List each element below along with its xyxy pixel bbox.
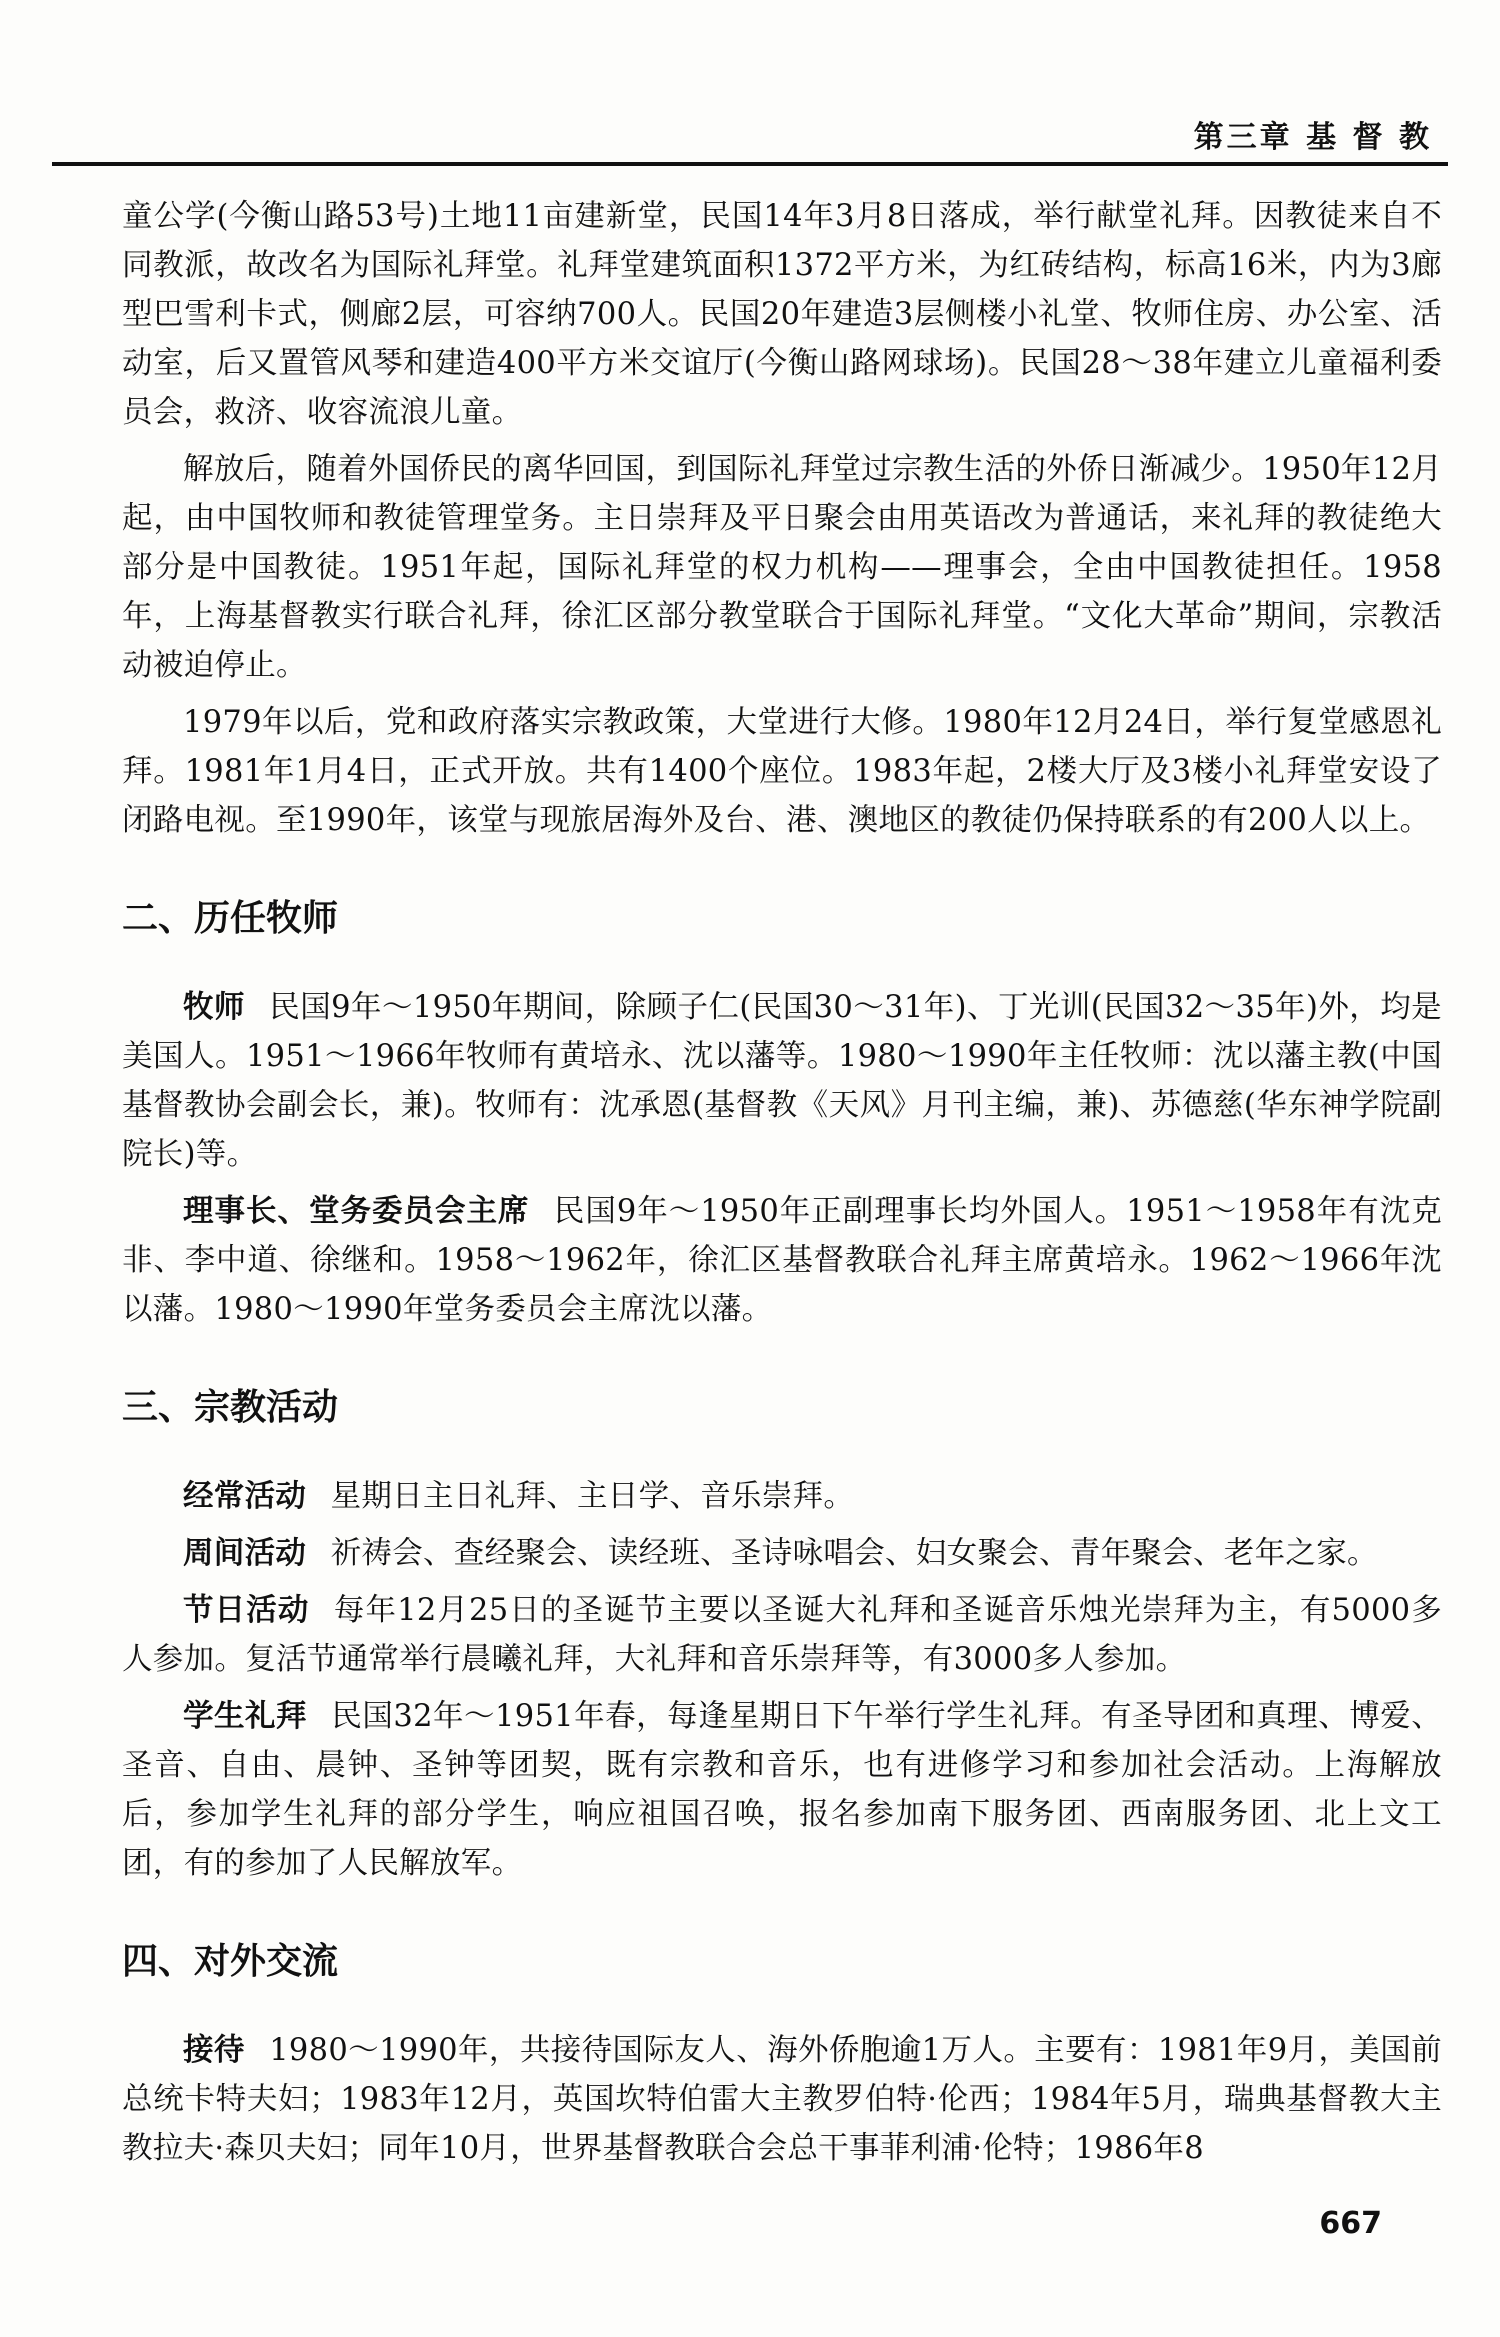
running-header: 第三章 基 督 教 bbox=[1193, 120, 1432, 155]
page-number: 667 bbox=[1319, 2206, 1382, 2241]
entry-paragraph bbox=[122, 2026, 1442, 2173]
entry-paragraph bbox=[122, 1472, 1442, 1521]
entry-text: 民国9年～1950年期间，除顾子仁(民国30～31年)、丁光训(民国32～35年)外，均是美国人。1951～1966年牧师有黄培永、沈以藩等。1980～1990年主任牧师：沈以藩主教(中国基督教协会副会长，兼)。牧师有：沈承恩(基督教《天风》月刊主编，兼)、苏德慈(华东神学院副院长)等。 bbox=[122, 990, 1442, 1172]
page-body bbox=[122, 192, 1442, 2181]
entry-label: 接待 bbox=[183, 2033, 245, 2068]
entry-paragraph bbox=[122, 983, 1442, 1179]
entry-text: 民国9年～1950年正副理事长均外国人。1951～1958年有沈克非、李中道、徐继和。1958～1962年，徐汇区基督教联合礼拜主席黄培永。1962～1966年沈以藩。1980～1990年堂务委员会主席沈以藩。 bbox=[122, 1194, 1442, 1327]
paragraph: 1979年以后，党和政府落实宗教政策，大堂进行大修。1980年12月24日，举行复堂感恩礼拜。1981年1月4日，正式开放。共有1400个座位。1983年起，2楼大厅及3楼小礼拜堂安设了闭路电视。至1990年，该堂与现旅居海外及台、港、澳地区的教徒仍保持联系的有200人以上。 bbox=[122, 705, 1442, 838]
entry-label: 节日活动 bbox=[183, 1593, 310, 1628]
header-rule bbox=[52, 162, 1448, 166]
entry-label: 学生礼拜 bbox=[183, 1699, 308, 1734]
paragraph: 童公学(今衡山路53号)土地11亩建新堂，民国14年3月8日落成，举行献堂礼拜。因教徒来自不同教派，故改名为国际礼拜堂。礼拜堂建筑面积1372平方米，为红砖结构，标高16米，内为3廊型巴雪利卡式，侧廊2层，可容纳700人。民国20年建造3层侧楼小礼堂、牧师住房、办公室、活动室，后又置管风琴和建造400平方米交谊厅(今衡山路网球场)。民国28～38年建立儿童福利委员会，救济、收容流浪儿童。 bbox=[122, 199, 1442, 430]
entry-label: 周间活动 bbox=[183, 1536, 307, 1571]
entry-paragraph bbox=[122, 1187, 1442, 1334]
entry-text: 1980～1990年，共接待国际友人、海外侨胞逾1万人。主要有：1981年9月，美国前总统卡特夫妇；1983年12月，英国坎特伯雷大主教罗伯特·伦西；1984年5月，瑞典基督教大主教拉夫·森贝夫妇；同年10月，世界基督教联合会总干事菲利浦·伦特；1986年8 bbox=[122, 2033, 1442, 2166]
entry-text: 祈祷会、查经聚会、读经班、圣诗咏唱会、妇女聚会、青年聚会、老年之家。 bbox=[330, 1536, 1378, 1571]
section-heading: 四、对外交流 bbox=[122, 1941, 339, 1982]
paragraph: 解放后，随着外国侨民的离华回国，到国际礼拜堂过宗教生活的外侨日渐减少。1950年12月起，由中国牧师和教徒管理堂务。主日崇拜及平日聚会由用英语改为普通话，来礼拜的教徒绝大部分是中国教徒。1951年起，国际礼拜堂的权力机构——理事会，全由中国教徒担任。1958年，上海基督教实行联合礼拜，徐汇区部分教堂联合于国际礼拜堂。“文化大革命”期间，宗教活动被迫停止。 bbox=[122, 452, 1442, 683]
entry-text: 民国32年～1951年春，每逢星期日下午举行学生礼拜。有圣导团和真理、博爱、圣音、自由、晨钟、圣钟等团契，既有宗教和音乐，也有进修学习和参加社会活动。上海解放后，参加学生礼拜的部分学生，响应祖国召唤，报名参加南下服务团、西南服务团、北上文工团，有的参加了人民解放军。 bbox=[122, 1699, 1443, 1881]
entry-label: 理事长、堂务委员会主席 bbox=[183, 1194, 530, 1229]
section-heading: 二、历任牧师 bbox=[122, 898, 339, 939]
entry-paragraph bbox=[122, 1529, 1442, 1578]
entry-text: 每年12月25日的圣诞节主要以圣诞大礼拜和圣诞音乐烛光崇拜为主，有5000多人参加。复活节通常举行晨曦礼拜，大礼拜和音乐崇拜等，有3000多人参加。 bbox=[122, 1593, 1443, 1677]
section-heading: 三、宗教活动 bbox=[122, 1387, 339, 1428]
entry-text: 星期日主日礼拜、主日学、音乐崇拜。 bbox=[330, 1479, 855, 1514]
entry-label: 经常活动 bbox=[183, 1479, 307, 1514]
entry-paragraph bbox=[122, 1586, 1442, 1684]
entry-paragraph bbox=[122, 1692, 1442, 1888]
entry-label: 牧师 bbox=[183, 990, 245, 1025]
